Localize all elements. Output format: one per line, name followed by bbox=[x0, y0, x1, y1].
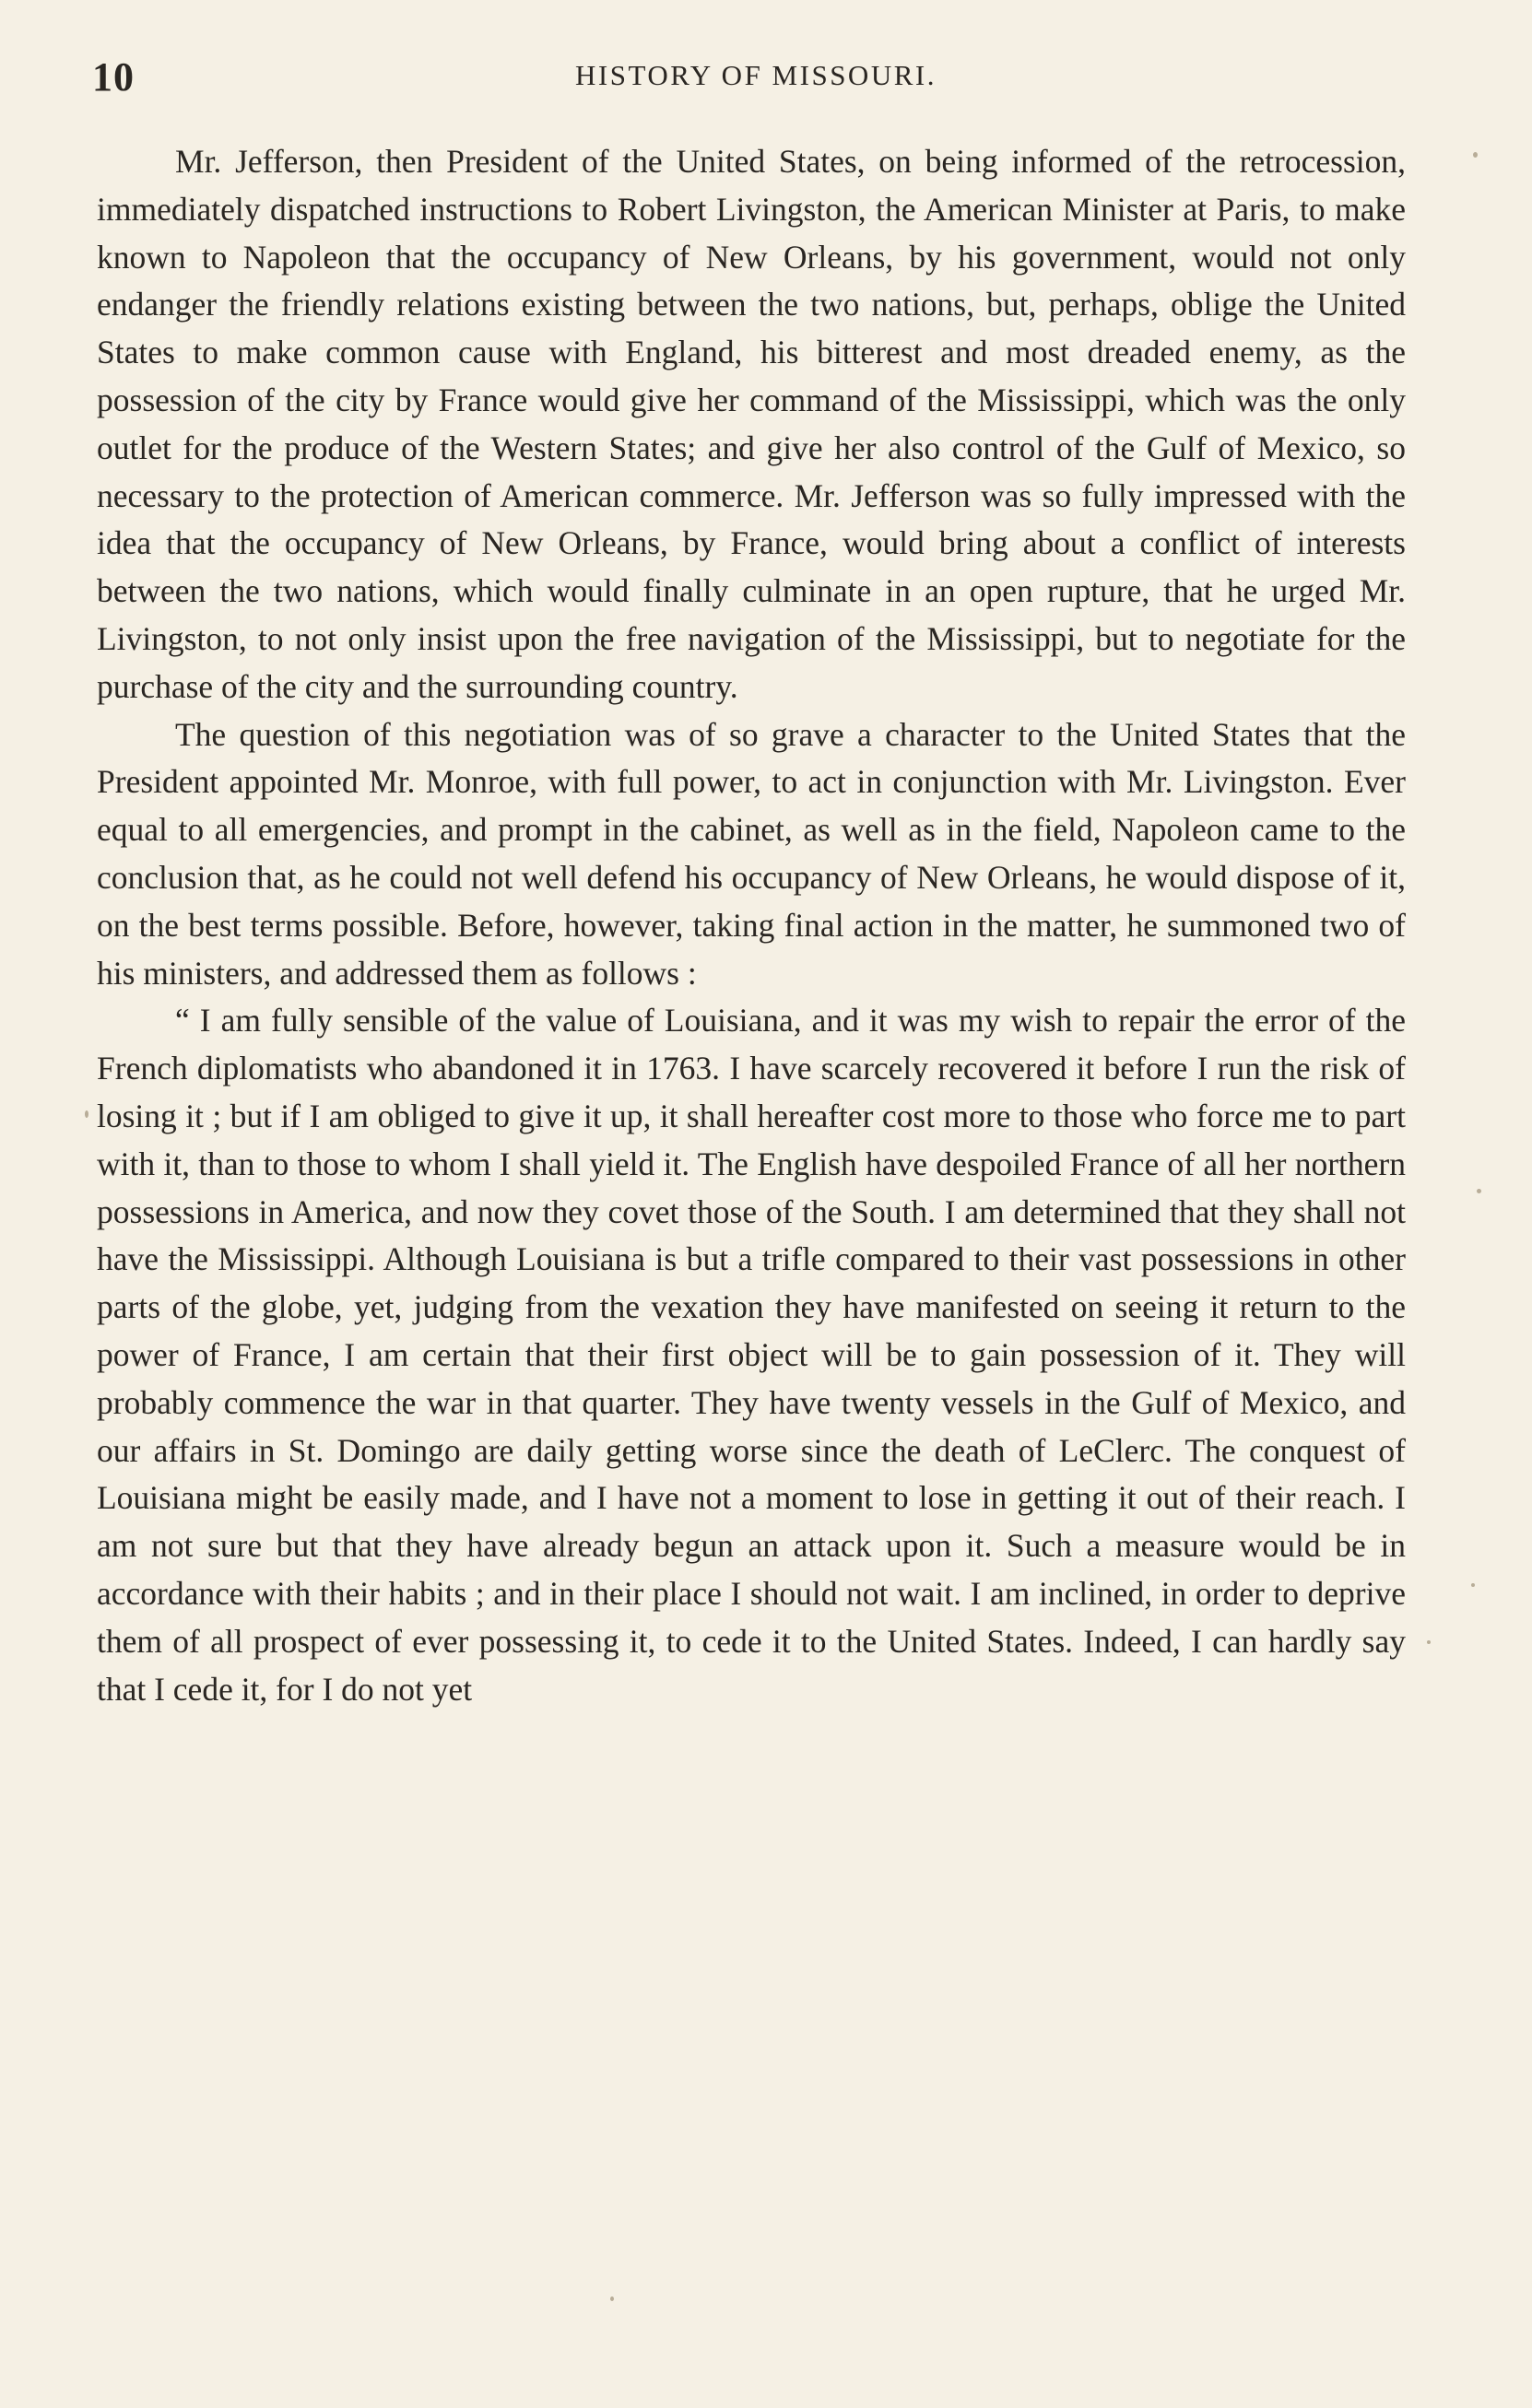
paper-speck bbox=[610, 2296, 614, 2301]
body-text bbox=[97, 138, 1406, 1713]
paper-speck bbox=[1471, 1583, 1475, 1587]
paragraph-monroe-negotiation: The question of this negotiation was of so grave a character to the United States that the President appointed Mr. Monroe, with full power, to act in conjunction with Mr. Livingston. Ever equal to all emergencies, and prompt in the cabinet, as well as in the field, Napoleon came to the conclusion that, as he could not well defend his occupancy of New Orleans, he would dispose of it, on the best terms possible. Before, however, taking final action in the matter, he summoned two of his ministers, and addressed them as follows : bbox=[97, 715, 1406, 992]
running-title: HISTORY OF MISSOURI. bbox=[575, 59, 937, 91]
paper-speck bbox=[1477, 1189, 1481, 1193]
paper-speck bbox=[1473, 152, 1478, 158]
page-number: 10 bbox=[92, 54, 135, 100]
paragraph-jefferson-instructions: Mr. Jefferson, then President of the United States, on being informed of the retrocession, immediately dispatched instructions to Robert Livingston, the American Minister at Paris, to make known to Napoleon that the occupancy of New Orleans, by his government, would not only endanger the friendly relations existing between the two nations, but, perhaps, oblige the United States to make common cause with England, his bitterest and most dreaded enemy, as the possession of the city by France would give her command of the Mississippi, which was the only outlet for the produce of the Western States; and give her also control of the Gulf of Mexico, so necessary to the protection of American commerce. Mr. Jefferson was so fully impressed with the idea that the occupancy of New Orleans, by France, would bring about a conflict of interests between the two nations, which would finally culminate in an open rupture, that he urged Mr. Livingston, to not only insist upon the free navigation of the Mississippi, but to negotiate for the purchase of the city and the surrounding country. bbox=[97, 143, 1406, 705]
paper-speck bbox=[85, 1110, 88, 1118]
page-header bbox=[92, 53, 1420, 109]
paragraph-napoleon-quote: “ I am fully sensible of the value of Louisiana, and it was my wish to repair the error of the French diplomatists who abandoned it in 1763. I have scarcely recovered it before I run the risk of losing it ; but if I am obliged to give it up, it shall hereafter cost more to those who force me to part with it, than to those to whom I shall yield it. The English have despoiled France of all her northern possessions in America, and now they covet those of the South. I am determined that they shall not have the Mississippi. Although Louisiana is but a trifle compared to their vast possessions in other parts of the globe, yet, judging from the vexation they have manifested on seeing it return to the power of France, I am certain that their first object will be to gain possession of it. They will probably commence the war in that quarter. They have twenty vessels in the Gulf of Mexico, and our affairs in St. Domingo are daily getting worse since the death of LeClerc. The conquest of Louisiana might be easily made, and I have not a moment to lose in getting it out of their reach. I am not sure but that they have already begun an attack upon it. Such a measure would be in accordance with their habits ; and in their place I should not wait. I am inclined, in order to deprive them of all prospect of ever possessing it, to cede it to the United States. Indeed, I can hardly say that I cede it, for I do not yet bbox=[97, 1002, 1406, 1708]
paper-speck bbox=[1427, 1640, 1431, 1644]
